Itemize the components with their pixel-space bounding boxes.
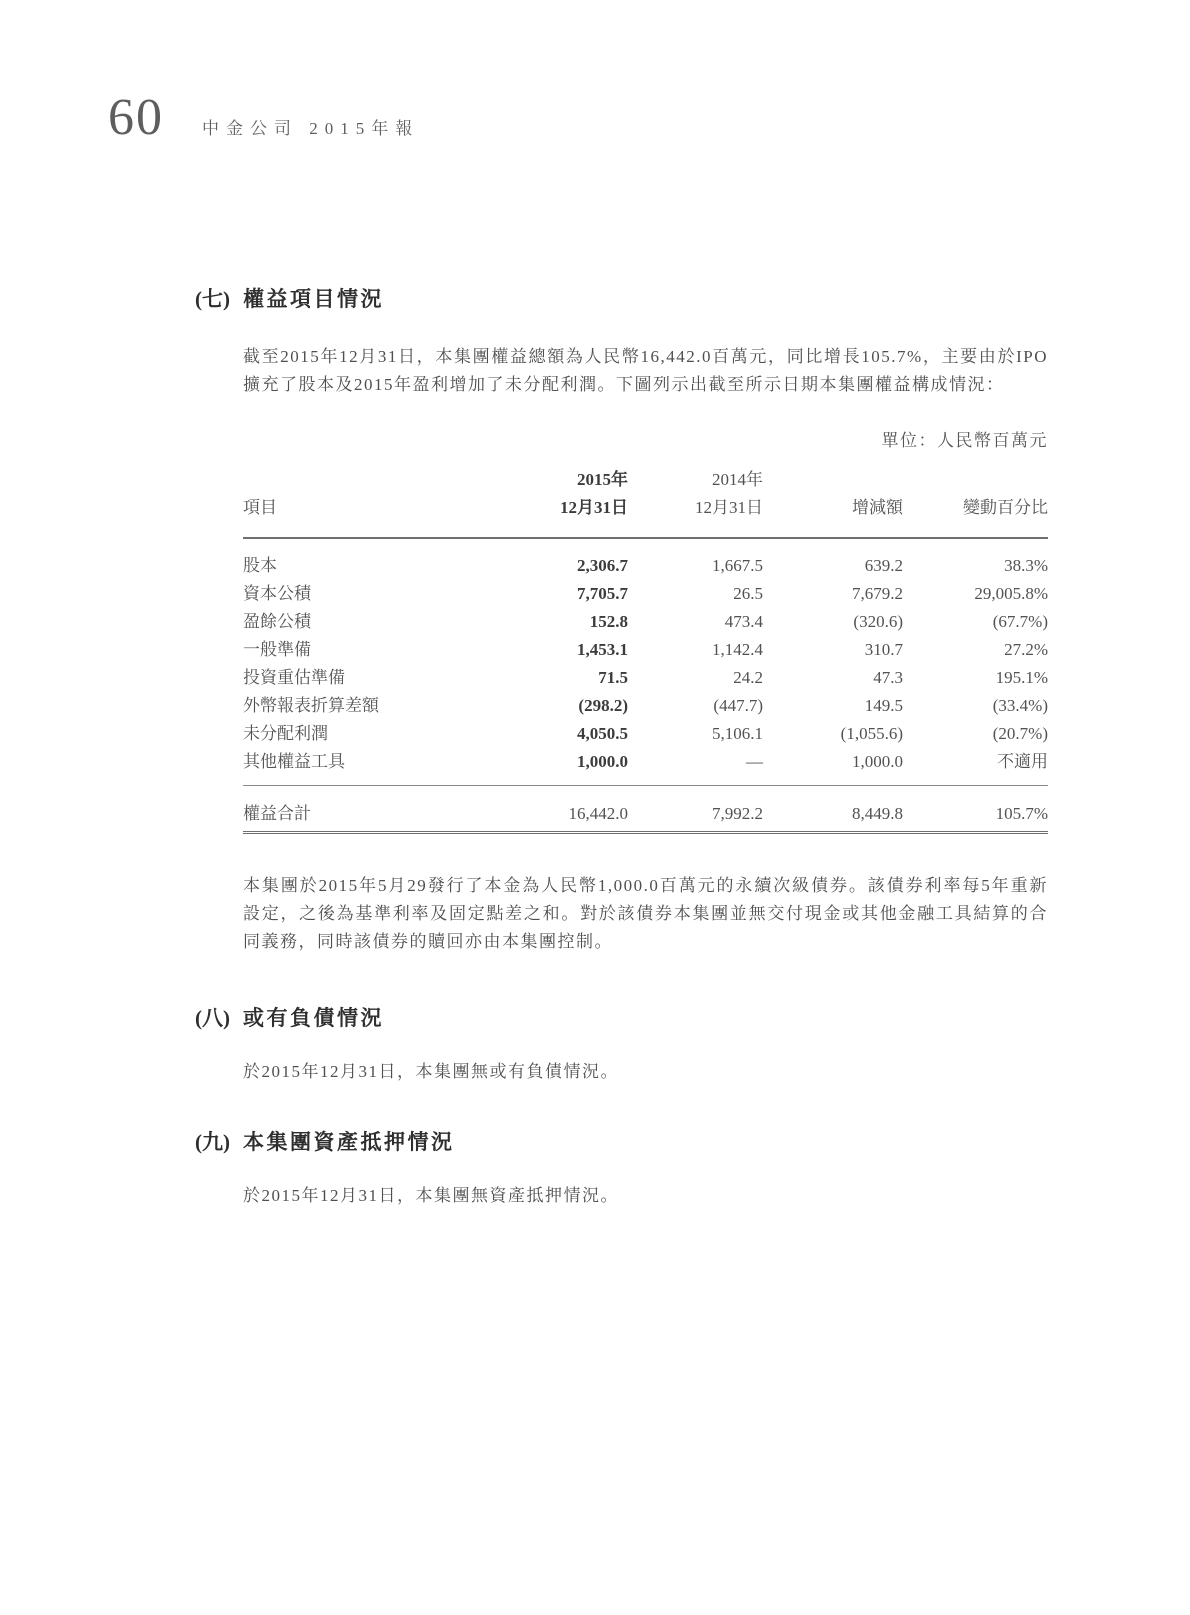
- table-foot: [243, 786, 1048, 833]
- value-pct: (20.7%): [992, 724, 1048, 743]
- table-row: [243, 608, 1048, 636]
- page-number: 60: [108, 89, 164, 146]
- section-contingent-liabilities: [195, 1002, 1048, 1086]
- section-equity-items: [195, 283, 1048, 956]
- value-change: 310.7: [864, 640, 903, 659]
- content-column: [195, 0, 1048, 1210]
- section-equity-heading: [195, 283, 1048, 313]
- row-label: 一般準備: [243, 640, 311, 659]
- total-change: 8,449.8: [763, 786, 903, 833]
- table-row: [243, 580, 1048, 608]
- section-pledge-title: 本集團資產抵押情況: [243, 1130, 455, 1154]
- value-2014: 1,142.4: [712, 640, 763, 659]
- year-2014-header: 2014年: [712, 470, 763, 489]
- value-pct: 29,005.8%: [974, 584, 1048, 603]
- equity-composition-table: [243, 467, 1048, 834]
- year-2015-header: 2015年: [577, 470, 628, 489]
- empty-cell: [243, 467, 493, 495]
- value-2015: 7,705.7: [577, 584, 628, 603]
- section-equity-body: [243, 343, 1048, 956]
- row-label: 盈餘公積: [243, 612, 311, 631]
- section-equity-label: (七): [195, 287, 230, 311]
- table-year-header-row: [243, 467, 1048, 495]
- table-body: [243, 538, 1048, 786]
- value-2014: —: [628, 748, 763, 786]
- value-change: 1,000.0: [763, 748, 903, 786]
- value-pct: 195.1%: [995, 668, 1048, 687]
- pledge-paragraph: 於2015年12月31日，本集團無資產抵押情況。: [243, 1186, 619, 1205]
- value-2015: 1,453.1: [577, 640, 628, 659]
- row-label: 外幣報表折算差額: [243, 696, 379, 715]
- col-header-change: 增減額: [763, 495, 903, 538]
- value-2014: (447.7): [713, 696, 763, 715]
- section-equity-title: 權益項目情況: [243, 287, 384, 311]
- table-row: [243, 692, 1048, 720]
- value-2014: 1,667.5: [712, 556, 763, 575]
- value-change: 639.2: [864, 556, 903, 575]
- table-row: [243, 636, 1048, 664]
- table-row: [243, 664, 1048, 692]
- value-change: (320.6): [853, 612, 903, 631]
- perpetual-bond-paragraph: 本集團於2015年5月29發行了本金為人民幣1,000.0百萬元的永續次級債券。該債券利率每5年重新設定，之後為基準利率及固定點差之和。對於該債券本集團並無交付現金或其他金融工具結算的合同義務，同時該債券的贖回亦由本集團控制。: [243, 876, 1048, 951]
- equity-intro-paragraph: 截至2015年12月31日，本集團權益總額為人民幣16,442.0百萬元，同比增長105.7%，主要由於IPO擴充了股本及2015年盈利增加了未分配利潤。下圖列示出截至所示日期本集團權益構成情況：: [243, 347, 1048, 394]
- col-header-pct: 變動百分比: [903, 495, 1048, 538]
- col-header-item: 項目: [243, 495, 493, 538]
- total-2014: 7,992.2: [628, 786, 763, 833]
- value-2015: 1,000.0: [493, 748, 628, 786]
- value-2014: 26.5: [733, 584, 763, 603]
- row-label: 資本公積: [243, 584, 311, 603]
- section-asset-pledge: [195, 1126, 1048, 1210]
- empty-cell: [903, 467, 1048, 495]
- value-2014: 5,106.1: [712, 724, 763, 743]
- value-pct: (33.4%): [992, 696, 1048, 715]
- section-contingent-label: (八): [195, 1006, 230, 1030]
- row-label: 投資重估準備: [243, 668, 345, 687]
- report-title: 中金公司 2015年報: [202, 119, 420, 138]
- empty-cell: [763, 467, 903, 495]
- row-label: 股本: [243, 556, 277, 575]
- total-2015: 16,442.0: [493, 786, 628, 833]
- value-2014: 24.2: [733, 668, 763, 687]
- section-contingent-heading: [195, 1002, 1048, 1032]
- table-row: [243, 538, 1048, 580]
- value-pct: (67.7%): [992, 612, 1048, 631]
- value-change: 7,679.2: [852, 584, 903, 603]
- unit-note: 單位：人民幣百萬元: [881, 431, 1048, 450]
- col-header-date-2014: 12月31日: [628, 495, 763, 538]
- total-pct: 105.7%: [903, 786, 1048, 833]
- value-2015: 71.5: [598, 668, 628, 687]
- col-header-date-2015: 12月31日: [493, 495, 628, 538]
- row-label: 其他權益工具: [243, 748, 493, 786]
- value-pct: 不適用: [903, 748, 1048, 786]
- table-row: [243, 720, 1048, 748]
- total-label: 權益合計: [243, 786, 493, 833]
- section-pledge-heading: [195, 1126, 1048, 1156]
- value-2015: (298.2): [578, 696, 628, 715]
- section-pledge-body: [243, 1182, 1048, 1210]
- row-label: 未分配利潤: [243, 724, 328, 743]
- contingent-paragraph: 於2015年12月31日，本集團無或有負債情況。: [243, 1062, 619, 1081]
- value-pct: 27.2%: [1004, 640, 1048, 659]
- value-2015: 2,306.7: [577, 556, 628, 575]
- table-head: [243, 467, 1048, 538]
- value-change: 47.3: [873, 668, 903, 687]
- table-column-header-row: [243, 495, 1048, 538]
- section-pledge-label: (九): [195, 1130, 230, 1154]
- value-pct: 38.3%: [1004, 556, 1048, 575]
- table-row: [243, 748, 1048, 786]
- value-2014: 473.4: [724, 612, 763, 631]
- table-total-row: [243, 786, 1048, 833]
- section-contingent-body: [243, 1058, 1048, 1086]
- section-contingent-title: 或有負債情況: [243, 1006, 384, 1030]
- value-change: (1,055.6): [840, 724, 903, 743]
- value-2015: 4,050.5: [577, 724, 628, 743]
- value-change: 149.5: [864, 696, 903, 715]
- value-2015: 152.8: [589, 612, 628, 631]
